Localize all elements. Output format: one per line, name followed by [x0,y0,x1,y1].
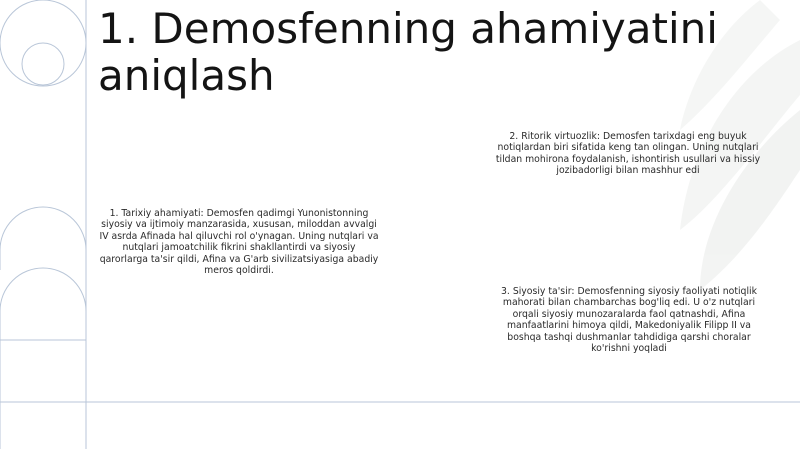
paragraph-political-influence: 3. Siyosiy ta'sir: Demosfenning siyosiy faoliyati notiqlik mahorati bilan chambarchas bog'liq edi. U o'z nutqlari orqali siyosiy munozaralarda faol qatnashdi, Afina manfaatlarini himoya qildi, Makedoniyalik Filipp II va boshqa tashqi dushmanlar tahdidiga qarshi choralar ko'rishni yoqladi [501,286,757,355]
slide-title: 1. Demosfenning ahamiyatini aniqlash [98,4,718,100]
deco-circle-small [22,43,64,85]
paragraph-historical-significance: 1. Tarixiy ahamiyati: Demosfen qadimgi Yunonistonning siyosiy va ijtimoiy manzarasida, xususan, miloddan avvalgi IV asrda Afinada hal qiluvchi rol o'ynagan. Uning nutqlari va nutqlari jamoatchilik fikrini shakllantirdi va siyosiy qarorlarga ta'sir qildi, Afina va G'arb sivilizatsiyasiga abadiy meros qoldirdi. [99,208,379,277]
deco-arch-lower [0,268,86,449]
paragraph-rhetorical-virtuosity: 2. Ritorik virtuozlik: Demosfen tarixdagi eng buyuk notiqlardan biri sifatida keng tan olingan. Uning nutqlari tildan mohirona foydalanish, ishontirish usullari va hissiy jozibadorligi bilan mashhur edi [495,131,761,177]
deco-arch-upper [0,207,86,270]
